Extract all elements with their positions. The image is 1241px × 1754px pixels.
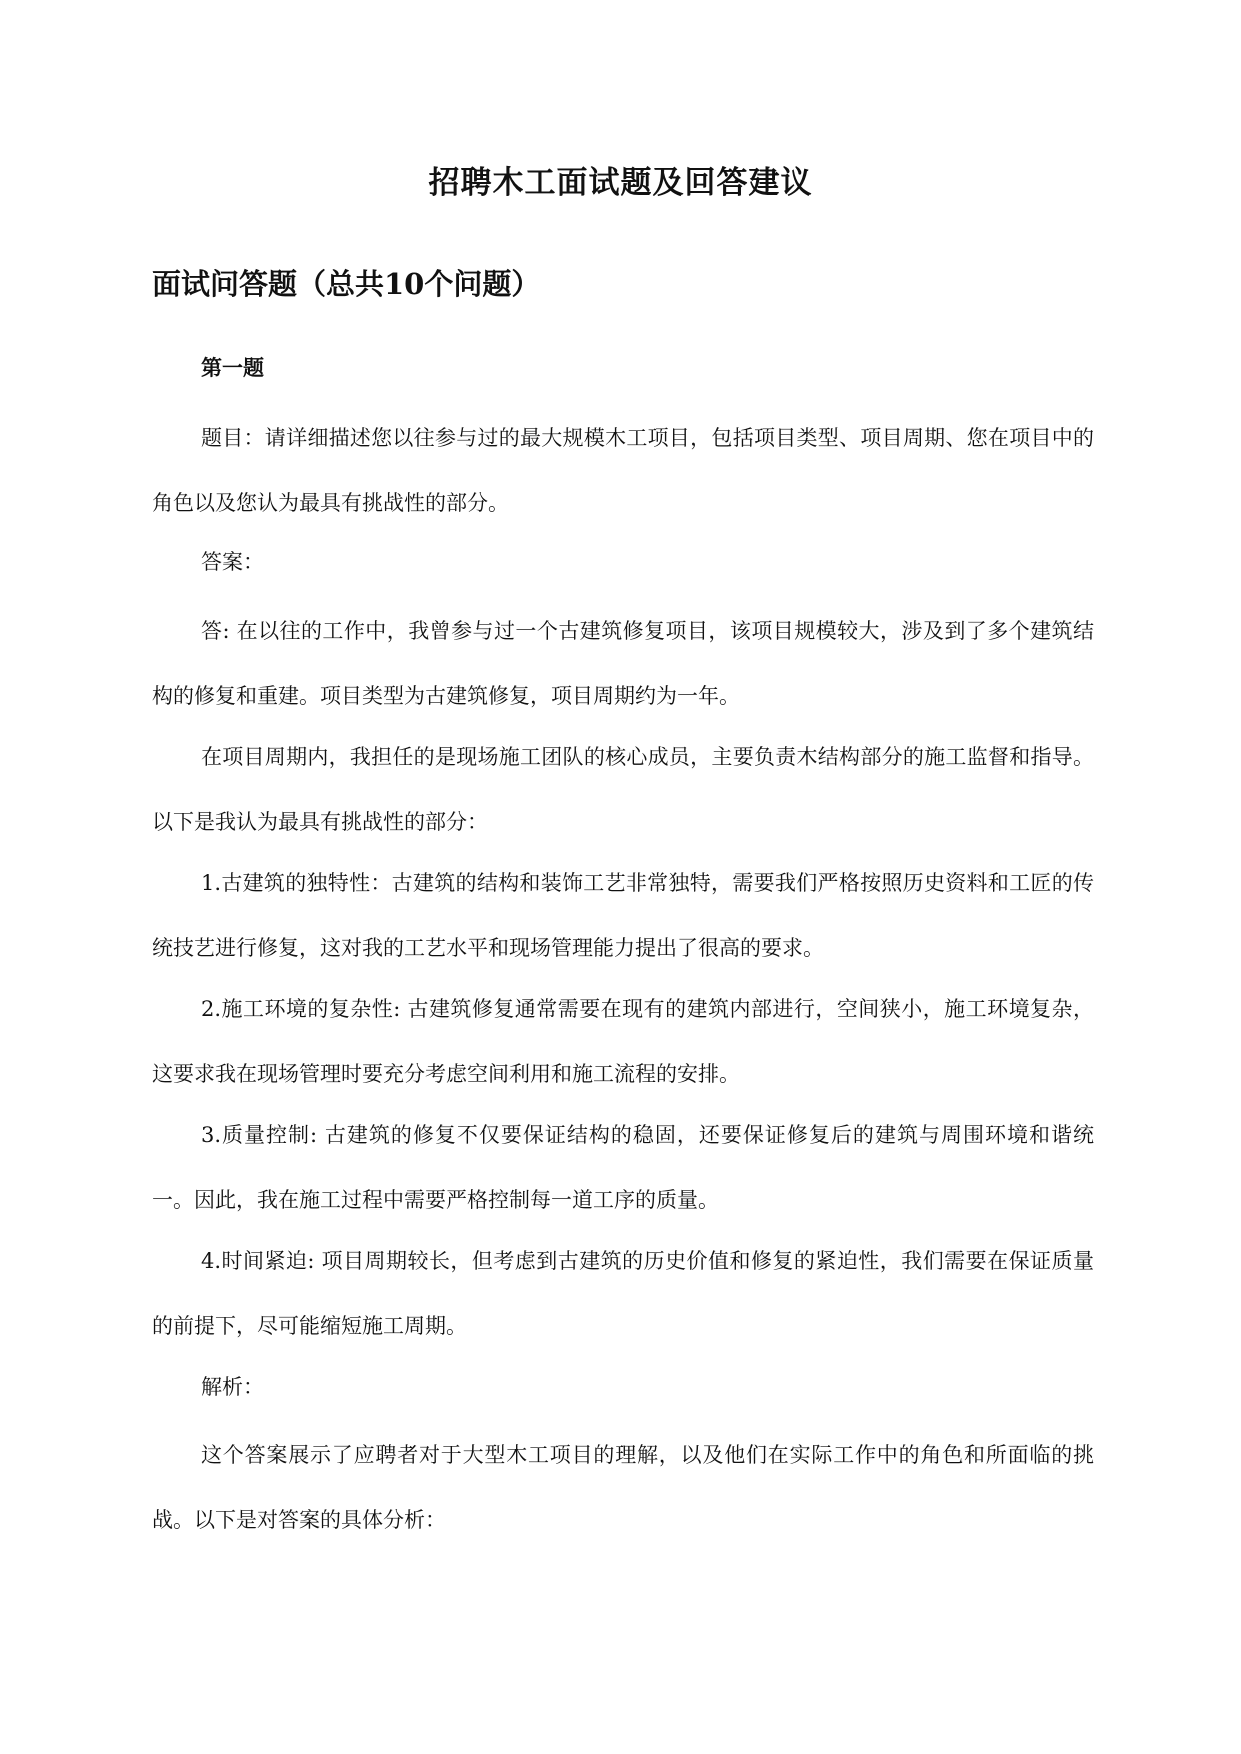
analysis-paragraph: 这个答案展示了应聘者对于大型木工项目的理解，以及他们在实际工作中的角色和所面临的挑战。以下是对答案的具体分析： — [152, 1443, 1094, 1532]
question-prompt: 题目：请详细描述您以往参与过的最大规模木工项目，包括项目类型、项目周期、您在项目中的角色以及您认为最具有挑战性的部分。 — [152, 426, 1094, 515]
section-heading: 面试问答题（总共10个问题） — [152, 267, 541, 301]
answer-label: 答案： — [201, 550, 264, 574]
question-heading: 第一题 — [201, 355, 264, 380]
challenge-item: 1.古建筑的独特性：古建筑的结构和装饰工艺非常独特，需要我们严格按照历史资料和工匠的传统技艺进行修复，这对我的工艺水平和现场管理能力提出了很高的要求。 — [152, 871, 1094, 960]
challenge-item: 3.质量控制: 古建筑的修复不仅要保证结构的稳固，还要保证修复后的建筑与周围环境和谐统一。因此，我在施工过程中需要严格控制每一道工序的质量。 — [152, 1123, 1094, 1212]
answer-paragraph: 答: 在以往的工作中，我曾参与过一个古建筑修复项目，该项目规模较大，涉及到了多个建筑结构的修复和重建。项目类型为古建筑修复，项目周期约为一年。 — [152, 619, 1094, 708]
answer-paragraph: 在项目周期内，我担任的是现场施工团队的核心成员，主要负责木结构部分的施工监督和指导。以下是我认为最具有挑战性的部分： — [152, 745, 1094, 834]
challenge-item: 4.时间紧迫: 项目周期较长，但考虑到古建筑的历史价值和修复的紧迫性，我们需要在保证质量的前提下，尽可能缩短施工周期。 — [152, 1249, 1094, 1338]
document-title: 招聘木工面试题及回答建议 — [428, 165, 813, 201]
analysis-label: 解析： — [201, 1375, 264, 1399]
challenge-item: 2.施工环境的复杂性: 古建筑修复通常需要在现有的建筑内部进行，空间狭小，施工环境复杂，这要求我在现场管理时要充分考虑空间利用和施工流程的安排。 — [152, 997, 1094, 1086]
